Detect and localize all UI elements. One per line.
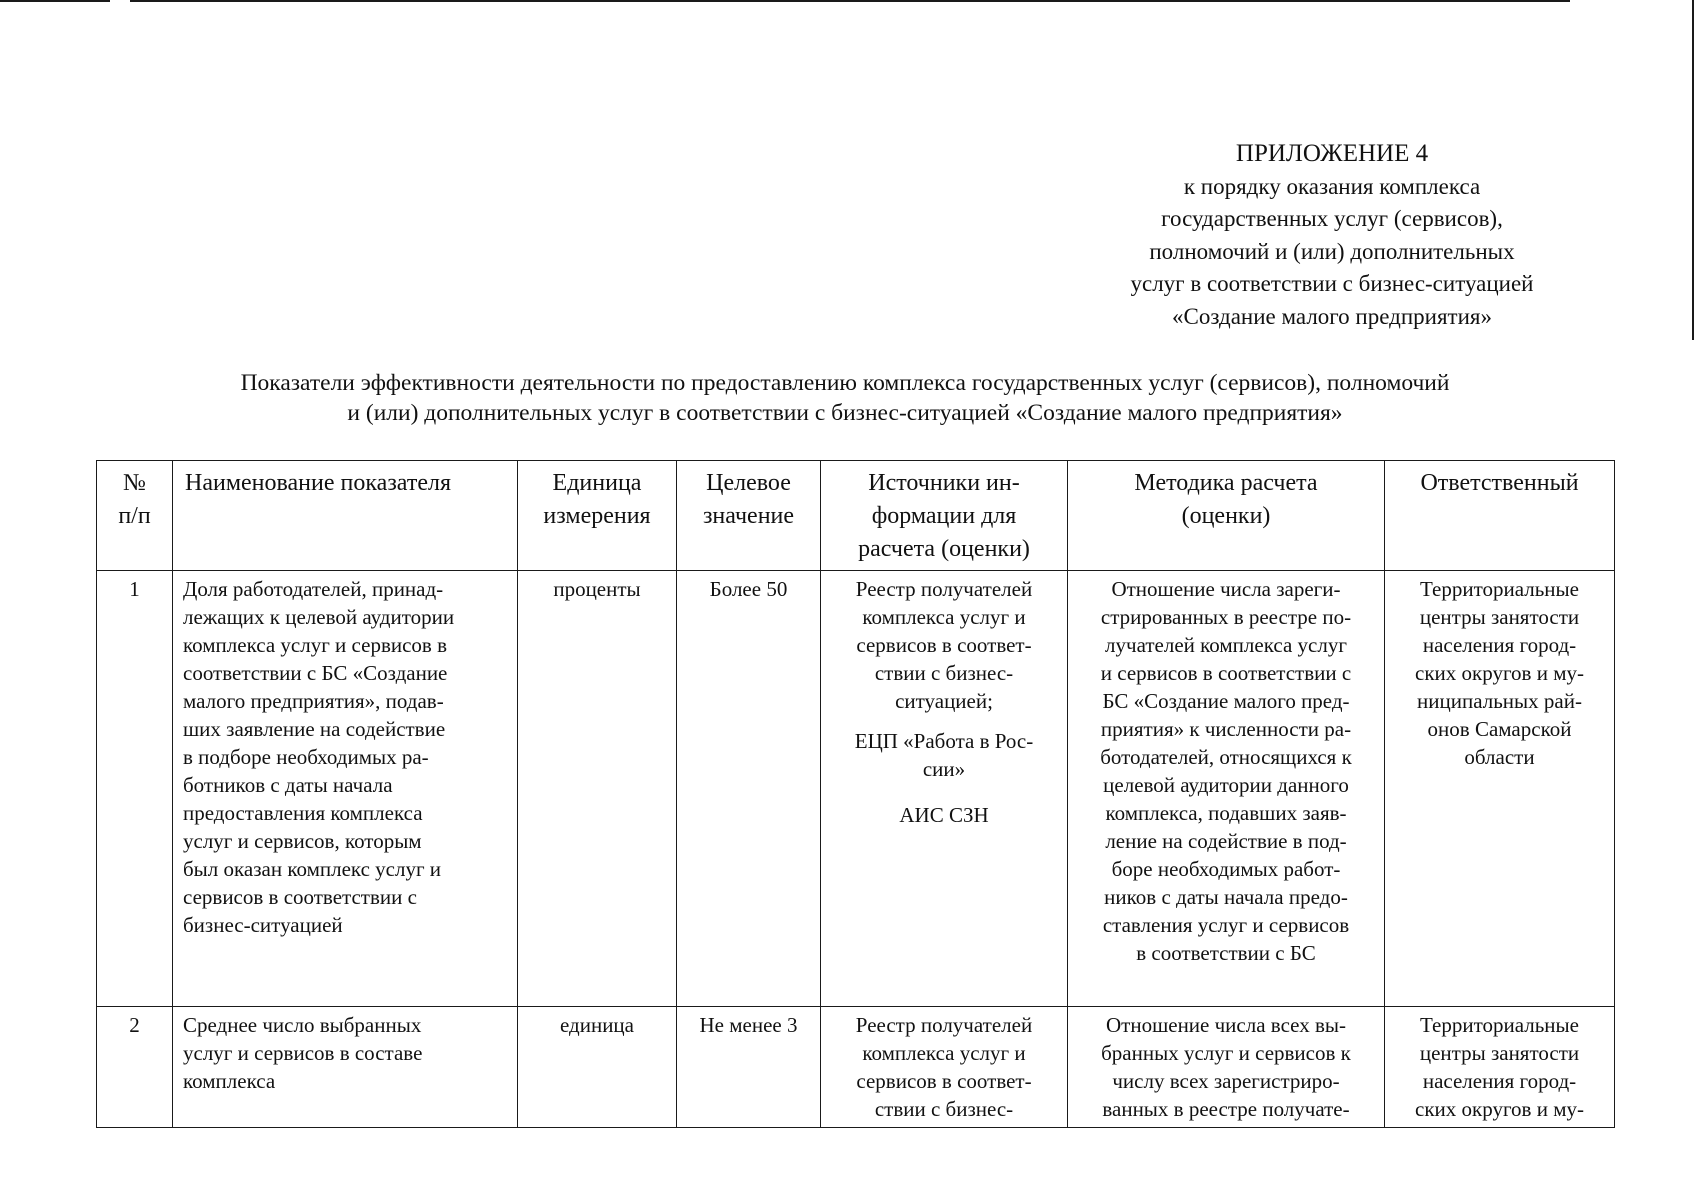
- row-num: 1: [97, 571, 173, 1007]
- row-sources: Реестр получателей комплекса услуг и сервисов в соответ- ствии с бизнес- ситуацией; ЕЦП «Работа в Рос- сии» АИС СЗН: [821, 571, 1068, 1007]
- row-target: Более 50: [677, 571, 821, 1007]
- appendix-title: ПРИЛОЖЕНИЕ 4: [1235, 140, 1429, 167]
- row-unit: единица: [518, 1007, 677, 1128]
- header-responsible: Ответственный: [1385, 461, 1615, 571]
- top-rule: [130, 0, 1570, 2]
- header-target: Целевое значение: [677, 461, 821, 571]
- right-margin-rule: [1692, 0, 1694, 340]
- row-name: Среднее число выбранных услуг и сервисов в составе комплекса: [173, 1007, 518, 1128]
- appendix-line: государственных услуг (сервисов),: [1161, 206, 1503, 231]
- appendix-line: «Создание малого предприятия»: [1172, 303, 1492, 329]
- header-sources: Источники ин- формации для расчета (оценки): [821, 461, 1068, 571]
- row-sources: Реестр получателей комплекса услуг и сервисов в соответ- ствии с бизнес-: [821, 1007, 1068, 1128]
- header-method: Методика расчета (оценки): [1068, 461, 1385, 571]
- row-responsible: Территориальные центры занятости населения город- ских округов и му-: [1385, 1007, 1615, 1128]
- header-name: Наименование показателя: [173, 461, 518, 571]
- header-num: № п/п: [97, 461, 173, 571]
- header-unit: Единица измерения: [518, 461, 677, 571]
- table-header-row: [97, 461, 1615, 571]
- top-rule: [0, 0, 110, 2]
- row-method: Отношение числа всех вы- бранных услуг и сервисов к числу всех зарегистриро- ванных в реестре получате-: [1068, 1007, 1385, 1128]
- appendix-line: к порядку оказания комплекса: [1183, 173, 1481, 199]
- row-num: 2: [97, 1007, 173, 1128]
- appendix-line: полномочий и (или) дополнительных: [1149, 238, 1515, 264]
- table-row: [97, 1007, 1615, 1128]
- row-sources-ais: АИС СЗН: [899, 803, 989, 827]
- table-row: [97, 571, 1615, 1007]
- row-target: Не менее 3: [677, 1007, 821, 1128]
- row-name: Доля работодателей, принад- лежащих к целевой аудитории комплекса услуг и сервисов в соответствии с БС «Создание малого предприятия», подав- ших заявление на содействие в подборе необходимых ра- ботников с даты начала предоставления комплекса услуг и сервисов, которым был оказан комплекс услуг и сервисов в соответствии с бизнес-ситуацией: [173, 571, 518, 1007]
- row-responsible: Территориальные центры занятости населения город- ских округов и му- ниципальных рай- онов Самарской области: [1385, 571, 1615, 1007]
- document-title-line: и (или) дополнительных услуг в соответствии с бизнес-ситуацией «Создание малого предприятия»: [347, 400, 1343, 426]
- indicators-table: [96, 460, 1615, 1128]
- document-title: [95, 368, 1595, 428]
- appendix-line: услуг в соответствии с бизнес-ситуацией: [1130, 271, 1534, 296]
- row-method: Отношение числа зареги- стрированных в реестре по- лучателей комплекса услуг и сервисов в соответствии с БС «Создание малого пред- приятия» к численности ра- ботодателей, относящихся к целевой аудитории данного комплекса, подавших заяв- ление на содействие в под- боре необходимых работ- ников с даты начала предо- ставления услуг и сервисов в соответствии с БС: [1068, 571, 1385, 1007]
- appendix-block: [1072, 138, 1592, 333]
- document-title-line: Показатели эффективности деятельности по предоставлению комплекса государственных услуг (сервисов), полномочий: [240, 370, 1450, 396]
- row-unit: проценты: [518, 571, 677, 1007]
